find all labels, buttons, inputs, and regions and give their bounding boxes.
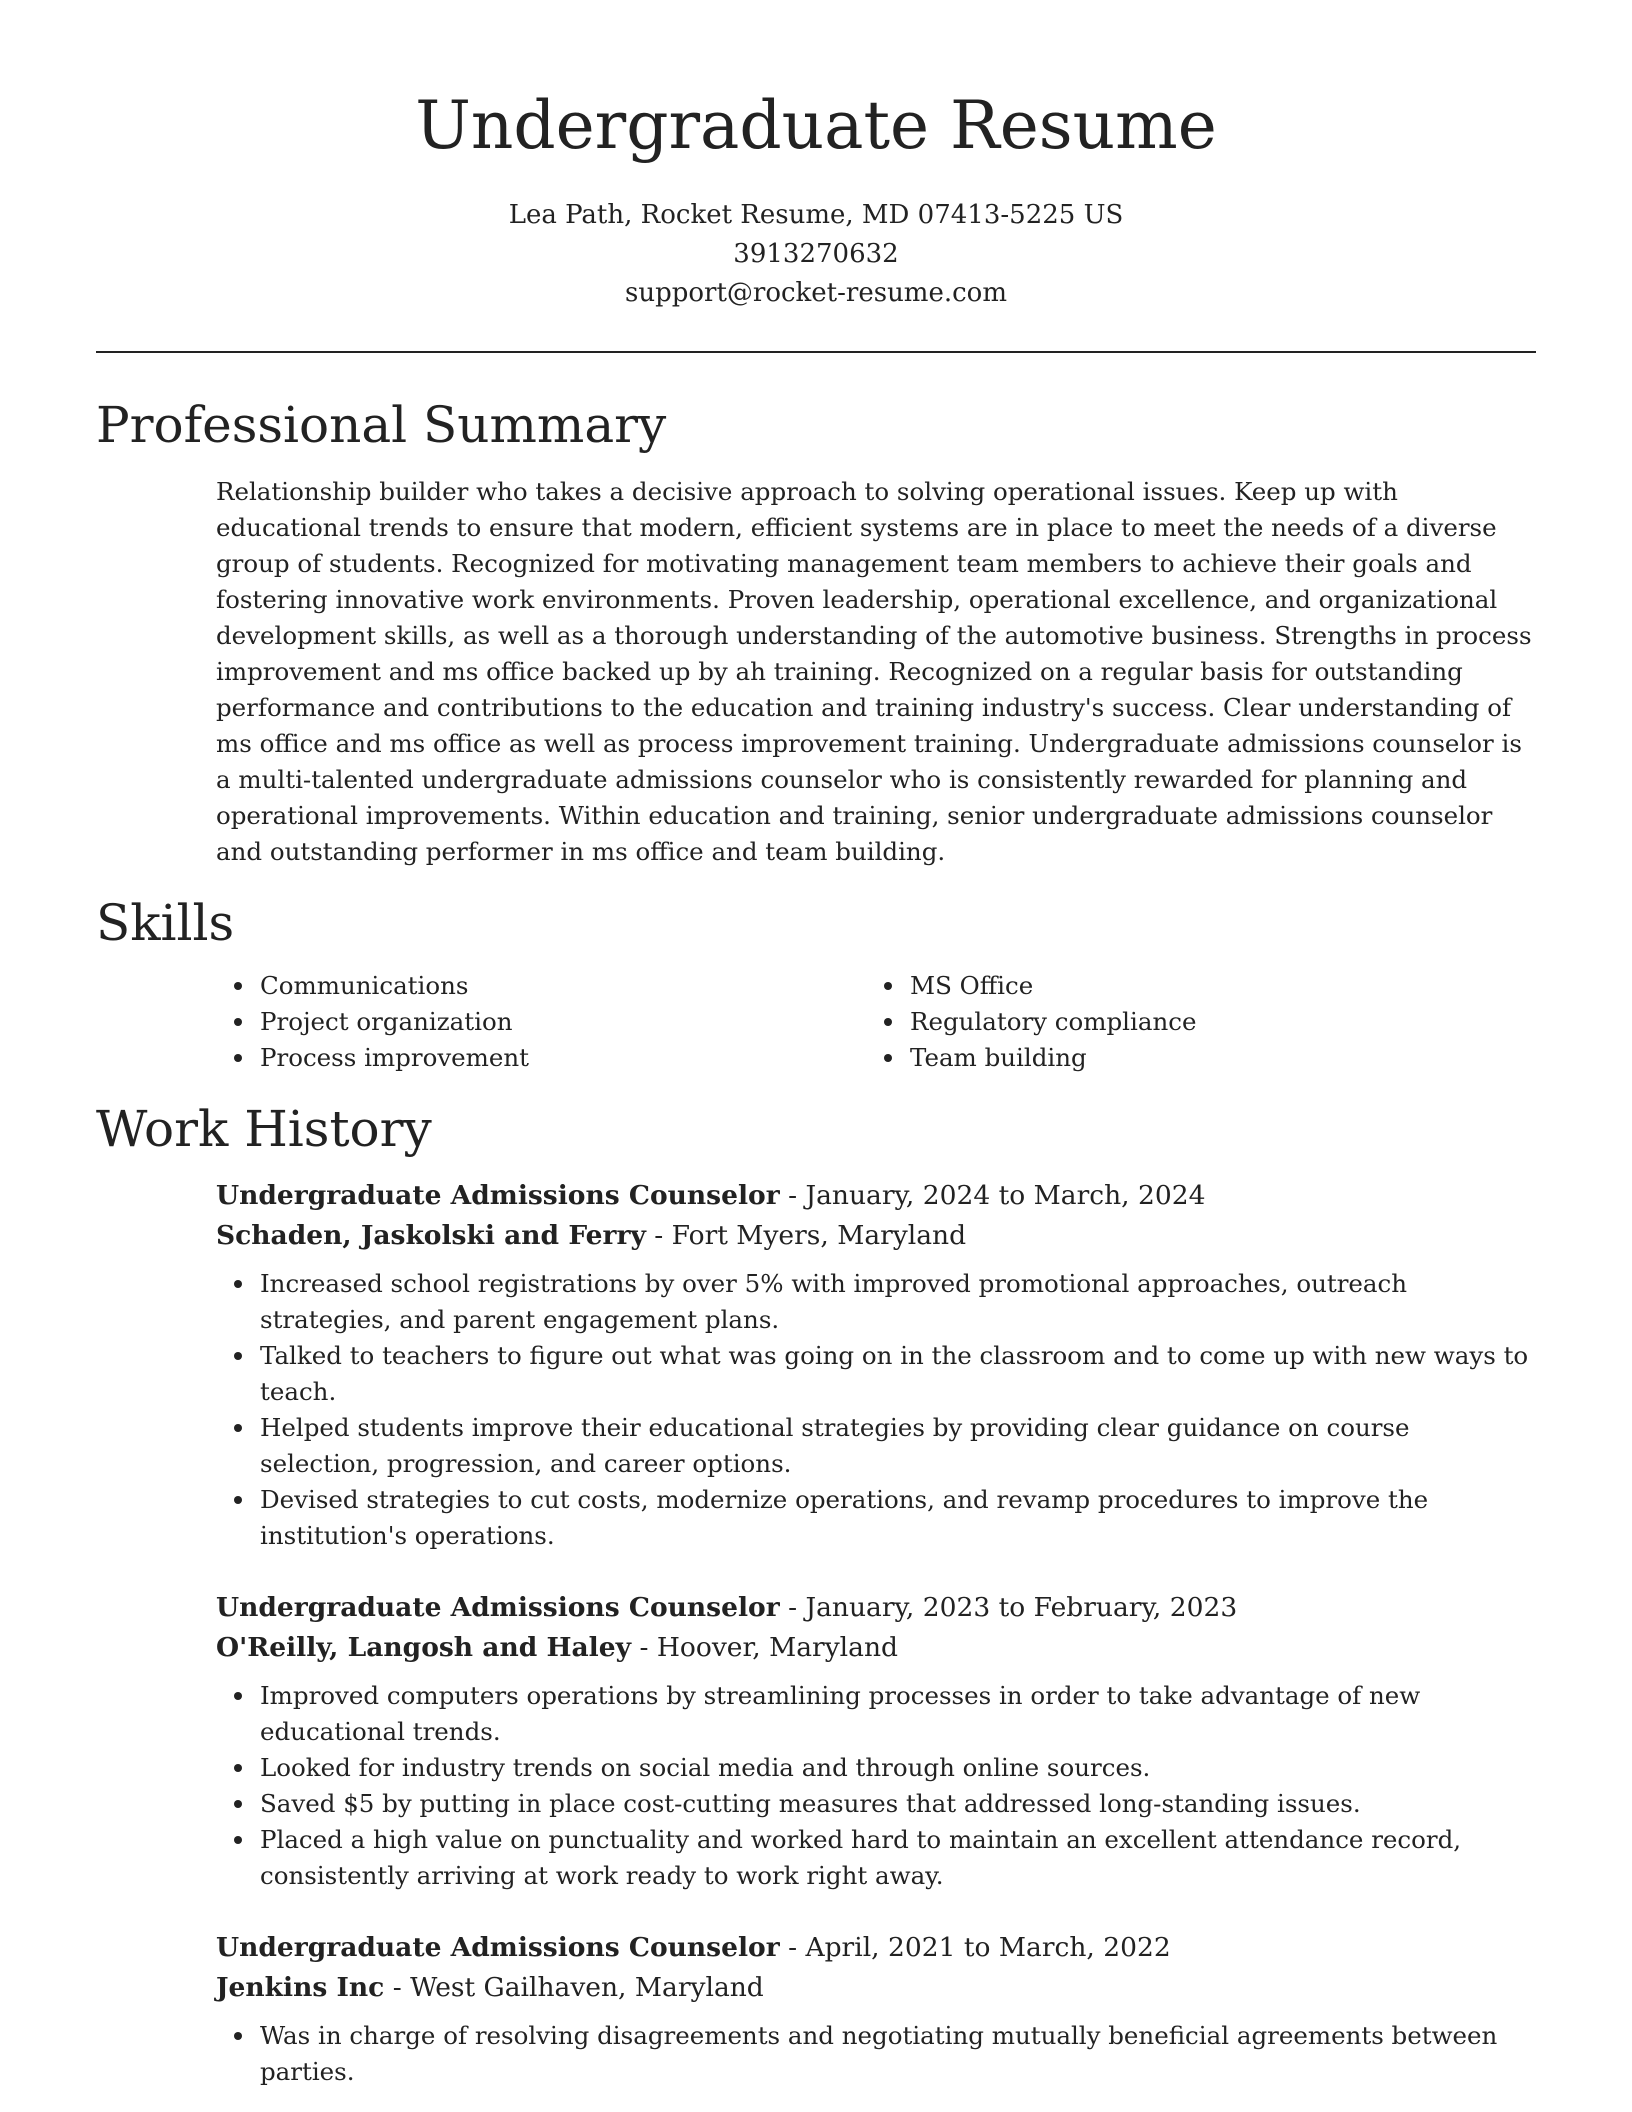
job-bullets	[260, 1678, 1536, 1894]
skills-column-right	[910, 968, 1560, 1076]
job-entry	[216, 1176, 1536, 1554]
job-role: Undergraduate Admissions Counselor	[216, 1592, 780, 1623]
job-company-line	[216, 1968, 1536, 2008]
job-company-line	[216, 1628, 1536, 1668]
job-bullets	[260, 2018, 1536, 2090]
job-bullet: Saved $5 by putting in place cost-cutting measures that addressed long-standing issues.	[260, 1786, 1536, 1822]
job-bullet: Talked to teachers to figure out what was going on in the classroom and to come up with new ways to teach.	[260, 1338, 1536, 1410]
job-dates: - April, 2021 to March, 2022	[779, 1932, 1171, 1963]
job-bullet: Placed a high value on punctuality and worked hard to maintain an excellent attendance record, consistently arriving at work ready to work right away.	[260, 1822, 1536, 1894]
email: support@rocket-resume.com	[624, 278, 1007, 308]
job-role: Undergraduate Admissions Counselor	[216, 1932, 780, 1963]
job-bullet: Devised strategies to cut costs, modernize operations, and revamp procedures to improve the institution's operations.	[260, 1482, 1536, 1554]
address: Lea Path, Rocket Resume, MD 07413-5225 US	[508, 200, 1124, 230]
job-dates: - January, 2024 to March, 2024	[779, 1180, 1206, 1211]
summary-text: Relationship builder who takes a decisive approach to solving operational issues. Keep up with educational trends to ensure that modern, efficient systems are in place to meet the needs of a diverse group of students. Recognized for motivating management team members to achieve their goals and fostering innovative work environments. Proven leadership, operational excellence, and organizational development skills, as well as a thorough understanding of the automotive business. Strengths in process improvement and ms office backed up by ah training. Recognized on a regular basis for outstanding performance and contributions to the education and training industry's success. Clear understanding of ms office and ms office as well as process improvement training. Undergraduate admissions counselor is a multi-talented undergraduate admissions counselor who is consistently rewarded for planning and operational improvements. Within education and training, senior undergraduate admissions counselor and outstanding performer in ms office and team building.	[216, 477, 1532, 866]
phone: 3913270632	[733, 239, 899, 269]
skill-item: Team building	[910, 1040, 1560, 1076]
job-dates: - January, 2023 to February, 2023	[779, 1592, 1238, 1623]
job-company-line	[216, 1216, 1536, 1256]
job-role: Undergraduate Admissions Counselor	[216, 1180, 780, 1211]
job-title-line	[216, 1588, 1536, 1628]
skill-item: Communications	[260, 968, 910, 1004]
skills-list	[260, 968, 1536, 1076]
resume-page	[96, 0, 1536, 2090]
job-location: - Fort Myers, Maryland	[645, 1220, 967, 1251]
job-bullet: Looked for industry trends on social media and through online sources.	[260, 1750, 1536, 1786]
skills-heading: Skills	[96, 894, 235, 952]
job-company: O'Reilly, Langosh and Haley	[216, 1632, 632, 1663]
skills-column-left	[260, 968, 910, 1076]
job-entry	[216, 1928, 1536, 2090]
skill-item: Project organization	[260, 1004, 910, 1040]
work-history-heading: Work History	[96, 1100, 432, 1158]
job-entry	[216, 1588, 1536, 1894]
job-company: Jenkins Inc	[216, 1972, 385, 2003]
job-bullet: Helped students improve their educational strategies by providing clear guidance on course selection, progression, and career options.	[260, 1410, 1536, 1482]
job-location: - Hoover, Maryland	[631, 1632, 898, 1663]
skill-item: Regulatory compliance	[910, 1004, 1560, 1040]
summary-heading: Professional Summary	[96, 396, 667, 454]
header-divider	[96, 351, 1536, 353]
resume-title: Undergraduate Resume	[415, 87, 1217, 164]
skill-item: Process improvement	[260, 1040, 910, 1076]
resume-header	[96, 0, 1536, 313]
job-company: Schaden, Jaskolski and Ferry	[216, 1220, 646, 1251]
job-bullet: Increased school registrations by over 5% with improved promotional approaches, outreach strategies, and parent engagement plans.	[260, 1266, 1536, 1338]
job-bullets	[260, 1266, 1536, 1554]
summary-section	[216, 474, 1536, 870]
job-title-line	[216, 1928, 1536, 1968]
job-location: - West Gailhaven, Maryland	[384, 1972, 764, 2003]
job-bullet: Was in charge of resolving disagreements and negotiating mutually beneficial agreements between parties.	[260, 2018, 1536, 2090]
skill-item: MS Office	[910, 968, 1560, 1004]
job-bullet: Improved computers operations by streamlining processes in order to take advantage of new educational trends.	[260, 1678, 1536, 1750]
job-title-line	[216, 1176, 1536, 1216]
